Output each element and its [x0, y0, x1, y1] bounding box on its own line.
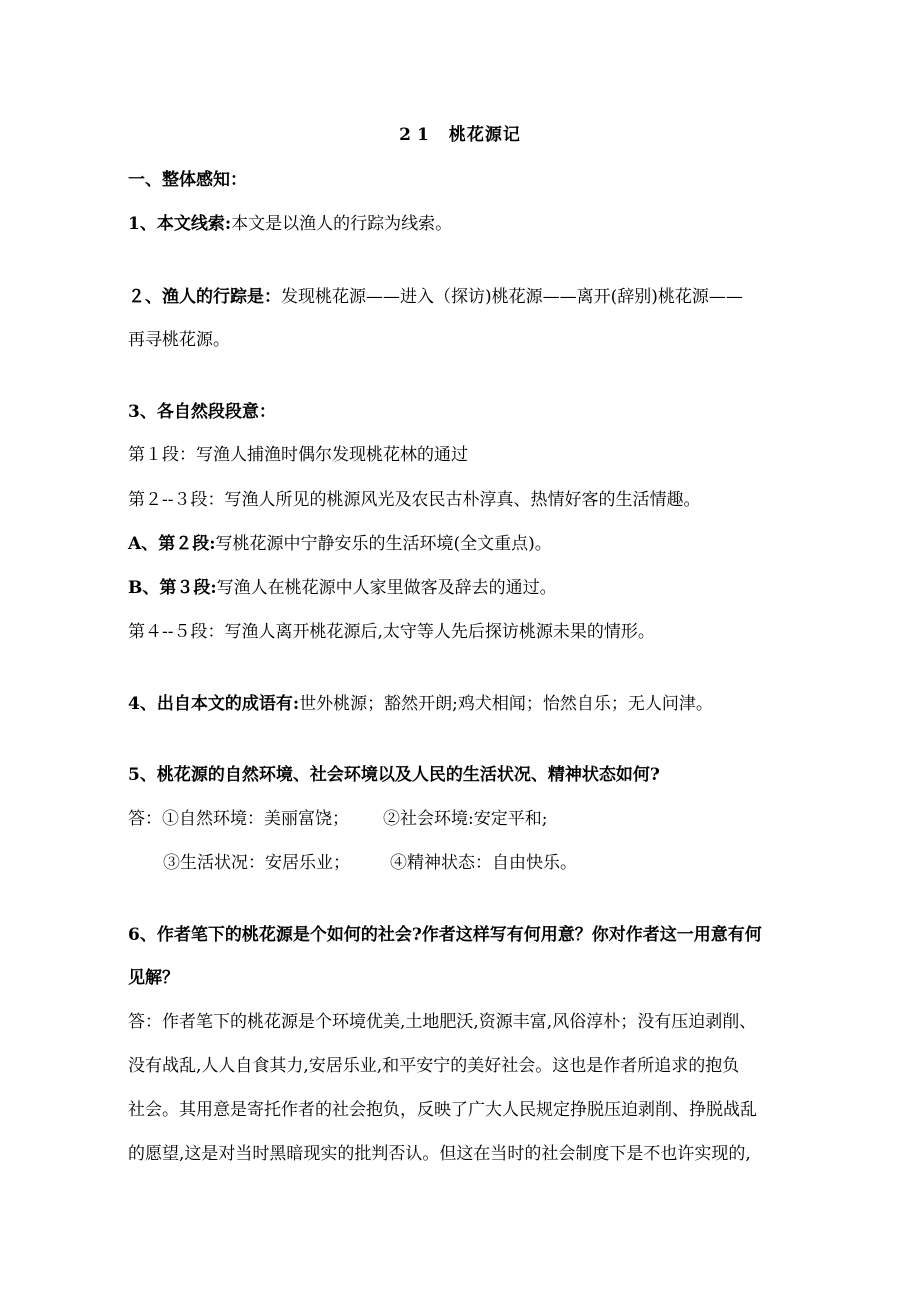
paragraph-2-summary — [128, 532, 552, 556]
paragraph-2-text: 写桃花源中宁静安乐的生活环境(全文重点)。 — [215, 534, 552, 554]
paragraph-4-5-summary: 第４--５段：写渔人离开桃花源后,太守等人先后探访桃源未果的情形。 — [128, 622, 655, 642]
item-6-answer-line-2: 没有战乱,人人自食其力,安居乐业,和平安宁的美好社会。这也是作者所追求的抱负 — [128, 1056, 740, 1076]
title-text: 桃花源记 — [448, 125, 521, 145]
item-6-question-line-1: 6、作者笔下的桃花源是个如何的社会?作者这样写有何用意？你对作者这一用意有何 — [128, 925, 762, 945]
item-2-label: ２、渔人的行踪是： — [128, 287, 281, 307]
item-5-answer-line-2 — [163, 851, 577, 875]
item-3-heading: 3、各自然段段意： — [128, 402, 276, 422]
item-5-answer-line-1 — [128, 807, 547, 831]
paragraph-3-summary — [128, 576, 557, 600]
paragraph-3-label: B、第３段: — [128, 578, 217, 598]
answer-spiritual-state: ④精神状态：自由快乐。 — [390, 853, 577, 873]
item-2-text: 发现桃花源——进入（探访)桃花源——离开(辞别)桃花源—— — [281, 287, 743, 307]
answer-living-conditions: ③生活状况：安居乐业； — [163, 853, 350, 873]
paragraph-3-text: 写渔人在桃花源中人家里做客及辞去的通过。 — [216, 578, 557, 598]
item-6-question-line-2: 见解？ — [128, 968, 179, 988]
item-6-answer-line-1: 答：作者笔下的桃花源是个环境优美,土地肥沃,资源丰富,风俗淳朴；没有压迫剥削、 — [128, 1012, 757, 1032]
section-heading: 一、整体感知： — [128, 170, 247, 190]
item-2-continuation: 再寻桃花源。 — [128, 330, 230, 350]
title-number: 21 — [399, 125, 435, 145]
item-1-text: 本文是以渔人的行踪为线索。 — [231, 214, 453, 234]
item-1 — [128, 212, 452, 236]
item-6-answer-line-3: 社会。其用意是寄托作者的社会抱负，反映了广大人民规定挣脱压迫剥削、挣脱战乱 — [128, 1100, 757, 1120]
answer-social-environment: ②社会环境:安定平和; — [383, 809, 548, 829]
item-4-text: 世外桃源；豁然开朗;鸡犬相闻；怡然自乐；无人问津。 — [299, 694, 713, 714]
page-title — [0, 123, 920, 147]
paragraph-2-label: A、第２段: — [128, 534, 216, 554]
item-2 — [128, 285, 743, 309]
paragraph-2-3-summary: 第２--３段：写渔人所见的桃源风光及农民古朴淳真、热情好客的生活情趣。 — [128, 490, 701, 510]
item-1-label: 1、本文线索: — [128, 214, 232, 234]
answer-natural-environment: 答：①自然环境：美丽富饶； — [128, 809, 349, 829]
item-6-answer-line-4: 的愿望,这是对当时黑暗现实的批判否认。但这在当时的社会制度下是不也许实现的, — [128, 1144, 751, 1164]
item-5-question: 5、桃花源的自然环境、社会环境以及人民的生活状况、精神状态如何? — [128, 765, 660, 785]
paragraph-1-summary: 第１段：写渔人捕渔时偶尔发现桃花林的通过 — [128, 445, 468, 465]
item-4-label: 4、出自本文的成语有: — [128, 694, 300, 714]
item-4 — [128, 692, 713, 716]
